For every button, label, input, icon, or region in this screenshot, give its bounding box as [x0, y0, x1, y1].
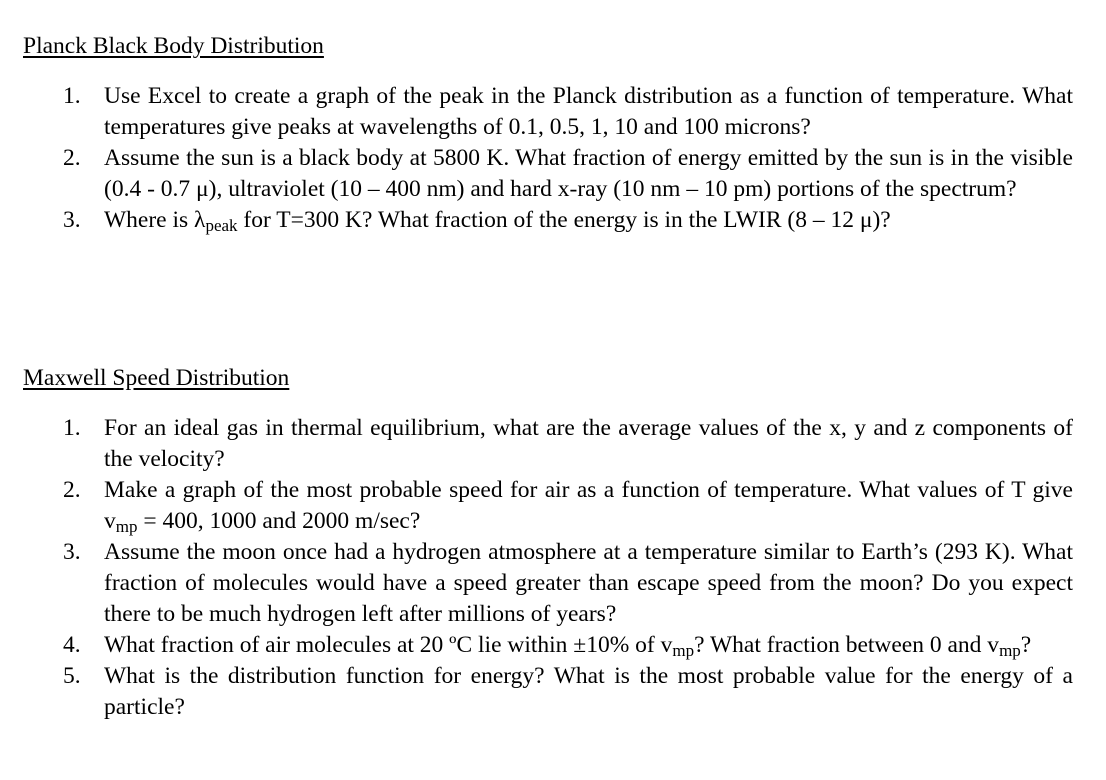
subscript: mp [672, 641, 695, 660]
subscript: peak [205, 216, 238, 235]
item-number: 3. [63, 539, 81, 565]
maxwell-heading: Maxwell Speed Distribution [23, 365, 290, 391]
question-text-end: ? [1020, 632, 1032, 658]
list-item [23, 81, 1073, 143]
maxwell-question-list [23, 413, 1073, 723]
question-text-end: for T=300 K? What fraction of the energy is in the LWIR (8 – 12 μ)? [237, 207, 891, 233]
item-number: 1. [63, 415, 81, 441]
item-number: 4. [63, 632, 81, 658]
question-text: What is the distribution function for energy? What is the most probable value for the energy of a particle? [104, 663, 1073, 720]
planck-question-list [23, 81, 1073, 236]
item-number: 2. [63, 477, 81, 503]
list-item [23, 205, 1073, 236]
subscript: mp [999, 641, 1021, 660]
item-number: 3. [63, 207, 81, 233]
item-number: 1. [63, 83, 81, 109]
question-text-start: Make a graph of the most probable speed for air as a function of temperature. What values of T give v [104, 477, 1073, 534]
list-item [23, 475, 1073, 537]
planck-heading: Planck Black Body Distribution [23, 33, 324, 59]
item-number: 5. [63, 663, 81, 689]
list-item [23, 661, 1073, 723]
question-text-middle: ? What fraction between 0 and v [694, 632, 1000, 658]
question-text: Assume the sun is a black body at 5800 K. What fraction of energy emitted by the sun is in the visible (0.4 - 0.7 μ), ultraviolet (10 – 400 nm) and hard x-ray (10 nm – 10 pm) portions of the spectrum? [104, 145, 1073, 202]
list-item [23, 537, 1073, 630]
planck-section [23, 31, 1073, 236]
list-item [23, 413, 1073, 475]
question-text: Use Excel to create a graph of the peak in the Planck distribution as a function of temperature. What temperatures give peaks at wavelengths of 0.1, 0.5, 1, 10 and 100 microns? [104, 83, 1073, 140]
question-text-start: What fraction of air molecules at 20 ºC lie within ±10% of v [104, 632, 673, 658]
question-text: Assume the moon once had a hydrogen atmosphere at a temperature similar to Earth’s (293 K). What fraction of molecules would have a speed greater than escape speed from the moon? Do you expect there to be much hydrogen left after millions of years? [104, 539, 1073, 627]
maxwell-section [23, 363, 1073, 723]
list-item [23, 143, 1073, 205]
question-text-start: Where is λ [104, 207, 206, 233]
list-item [23, 630, 1073, 661]
question-text-end: = 400, 1000 and 2000 m/sec? [137, 508, 421, 534]
question-text: For an ideal gas in thermal equilibrium, what are the average values of the x, y and z components of the velocity? [104, 415, 1073, 472]
subscript: mp [115, 517, 138, 536]
item-number: 2. [63, 145, 81, 171]
